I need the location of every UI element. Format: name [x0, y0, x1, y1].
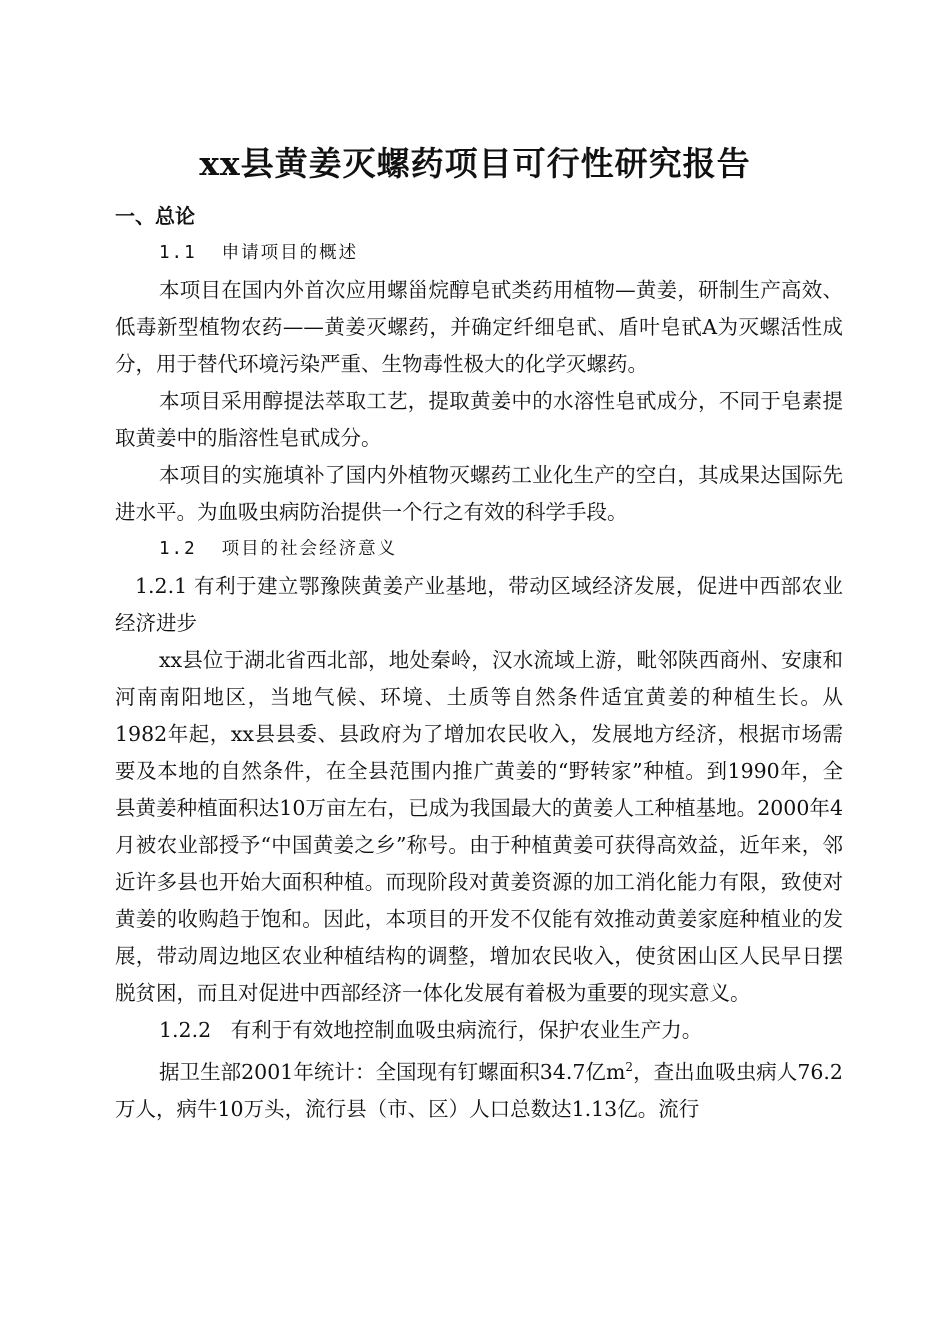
stats-superscript: 2 [625, 1060, 634, 1074]
section-heading-overview: 一、总论 [115, 204, 195, 228]
paragraph-project-summary: 本项目在国内外首次应用螺甾烷醇皂甙类药用植物—黄姜，研制生产高效、低毒新型植物农药——黄姜灭螺药，并确定纤细皂甙、盾叶皂甙A为灭螺活性成分，用于替代环境污染严重、生物毒性极大的化学灭螺药。 [115, 278, 843, 376]
document-title: xx县黄姜灭螺药项目可行性研究报告 [199, 144, 751, 183]
stats-text-end: ，查出血吸虫病人76.2万人，病牛10万头，流行县（市、区）人口总数达1.13亿。流行 [115, 1059, 843, 1121]
subsection-heading-1-2-2: 1.2.2 有利于有效地控制血吸虫病流行，保护农业生产力。 [159, 1018, 703, 1042]
paragraph-schistosomiasis-stats [115, 1049, 843, 1128]
paragraph-regional-economy: xx县位于湖北省西北部，地处秦岭，汉水流域上游，毗邻陕西商州、安康和河南南阳地区，当地气候、环境、土质等自然条件适宜黄姜的种植生长。从1982年起，xx县县委、县政府为了增加农民收入，发展地方经济，根据市场需要及本地的自然条件，在全县范围内推广黄姜的“野转家”种植。到1990年，全县黄姜种植面积达10万亩左右，已成为我国最大的黄姜人工种植基地。2000年4月被农业部授予“中国黄姜之乡”称号。由于种植黄姜可获得高效益，近年来，邻近许多县也开始大面积种植。而现阶段对黄姜资源的加工消化能力有限，致使对黄姜的收购趋于饱和。因此，本项目的开发不仅能有效推动黄姜家庭种植业的发展，带动周边地区农业种植结构的调整，增加农民收入，使贫困山区人民早日摆脱贫困，而且对促进中西部经济一体化发展有着极为重要的现实意义。 [115, 648, 843, 1005]
document-body [115, 198, 843, 1128]
stats-text-start: 据卫生部2001年统计：全国现有钉螺面积34.7亿m [159, 1059, 626, 1084]
subsection-heading-1-2-1: 1.2.1 有利于建立鄂豫陕黄姜产业基地，带动区域经济发展，促进中西部农业经济进步 [115, 574, 843, 635]
subsection-heading-1-2: 1.2 项目的社会经济意义 [159, 539, 398, 559]
subsection-heading-1-1: 1.1 申请项目的概述 [159, 243, 359, 263]
paragraph-extraction-process: 本项目采用醇提法萃取工艺，提取黄姜中的水溶性皂甙成分，不同于皂素提取黄姜中的脂溶性皂甙成分。 [115, 389, 843, 450]
paragraph-project-achievement: 本项目的实施填补了国内外植物灭螺药工业化生产的空白，其成果达国际先进水平。为血吸虫病防治提供一个行之有效的科学手段。 [115, 463, 843, 524]
